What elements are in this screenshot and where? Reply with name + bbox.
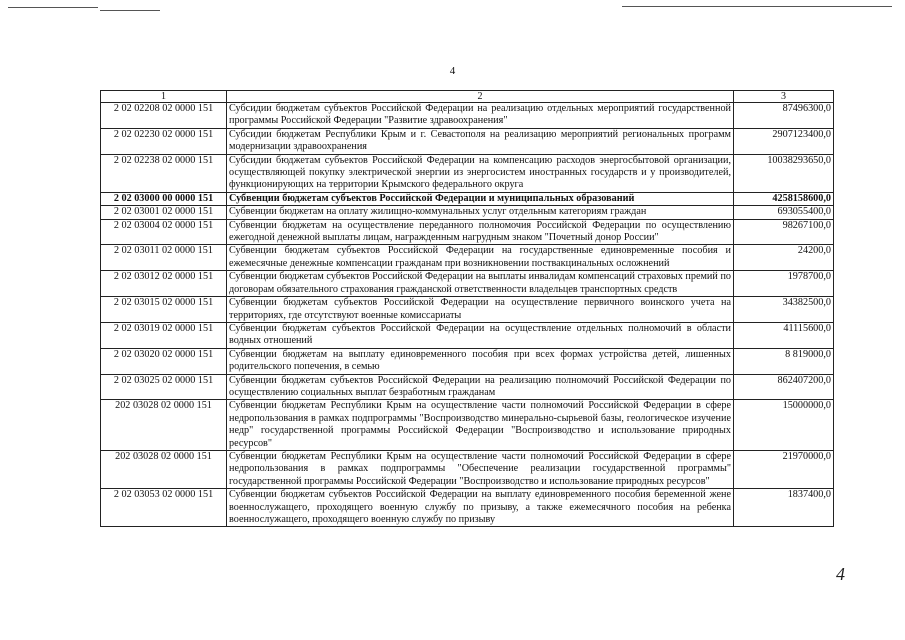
table-row — [101, 297, 834, 323]
row-code-cell: 2 02 03001 02 0000 151 — [101, 206, 227, 219]
table-row — [101, 128, 834, 154]
scan-artifact-line — [100, 10, 160, 11]
row-amount-cell: 21970000,0 — [734, 450, 834, 488]
row-amount-cell: 8 819000,0 — [734, 348, 834, 374]
table-row — [101, 489, 834, 527]
row-amount-cell: 4258158600,0 — [734, 192, 834, 205]
row-description-cell: Субвенции бюджетам субъектов Российской Федерации на выплаты инвалидам компенсаций страховых премий по договорам обязательного страхования гражданской ответственности владельцев транспортных средств — [227, 271, 734, 297]
budget-table — [100, 90, 834, 527]
table-row — [101, 348, 834, 374]
row-amount-cell: 15000000,0 — [734, 400, 834, 451]
row-amount-cell: 10038293650,0 — [734, 154, 834, 192]
row-description-cell: Субвенции бюджетам Республики Крым на осуществление части полномочий Российской Федерации в сфере недропользования в рамках подпрограммы "Воспроизводство минерально-сырьевой базы, геологическое изучение недр" государственной программы Российской Федерации "Воспроизводство и использование природных ресурсов" — [227, 400, 734, 451]
row-amount-cell: 1837400,0 — [734, 489, 834, 527]
table-header-row — [101, 91, 834, 103]
row-code-cell: 2 02 03012 02 0000 151 — [101, 271, 227, 297]
row-description-cell: Субвенции бюджетам субъектов Российской Федерации на государственные единовременные пособия и ежемесячные денежные компенсации гражданам при возникновении поствакцинальных осложнений — [227, 245, 734, 271]
scan-artifact-line — [622, 6, 892, 7]
row-code-cell: 2 02 02208 02 0000 151 — [101, 103, 227, 129]
row-amount-cell: 87496300,0 — [734, 103, 834, 129]
row-code-cell: 2 02 03019 02 0000 151 — [101, 322, 227, 348]
row-code-cell: 202 03028 02 0000 151 — [101, 450, 227, 488]
row-description-cell: Субвенции бюджетам субъектов Российской Федерации на осуществление отдельных полномочий в области водных отношений — [227, 322, 734, 348]
row-description-cell: Субвенции бюджетам Республики Крым на осуществление части полномочий Российской Федерации в сфере недропользования в рамках подпрограммы "Обеспечение реализации государственной программы" государственной программы Российской Федерации "Воспроизводство и использование природных ресурсов" — [227, 450, 734, 488]
table-row — [101, 400, 834, 451]
table-row — [101, 271, 834, 297]
header-cell-amount: 3 — [734, 91, 834, 103]
row-code-cell: 2 02 03053 02 0000 151 — [101, 489, 227, 527]
row-amount-cell: 693055400,0 — [734, 206, 834, 219]
row-description-cell: Субвенции бюджетам субъектов Российской Федерации на выплату единовременного пособия беременной жене военнослужащего, проходящего военную службу по призыву, а также ежемесячного пособия на ребенка военнослужащего, проходящего военную службу по призыву — [227, 489, 734, 527]
row-code-cell: 2 02 03000 00 0000 151 — [101, 192, 227, 205]
row-amount-cell: 34382500,0 — [734, 297, 834, 323]
row-code-cell: 2 02 02238 02 0000 151 — [101, 154, 227, 192]
table-row — [101, 154, 834, 192]
row-amount-cell: 41115600,0 — [734, 322, 834, 348]
row-amount-cell: 862407200,0 — [734, 374, 834, 400]
row-description-cell: Субсидии бюджетам субъектов Российской Федерации на компенсацию расходов энергосбытовой организации, осуществляющей покупку электрической энергии из энергосистем иностранных государств и у производителей, функционирующих на территории Крымского федерального округа — [227, 154, 734, 192]
row-description-cell: Субвенции бюджетам субъектов Российской Федерации и муниципальных образований — [227, 192, 734, 205]
table-row — [101, 450, 834, 488]
row-description-cell: Субсидии бюджетам Республики Крым и г. Севастополя на реализацию мероприятий региональных программ модернизации здравоохранения — [227, 128, 734, 154]
header-cell-code: 1 — [101, 91, 227, 103]
row-amount-cell: 24200,0 — [734, 245, 834, 271]
row-code-cell: 2 02 03025 02 0000 151 — [101, 374, 227, 400]
row-description-cell: Субвенции бюджетам на оплату жилищно-коммунальных услуг отдельным категориям граждан — [227, 206, 734, 219]
row-code-cell: 2 02 03015 02 0000 151 — [101, 297, 227, 323]
row-code-cell: 2 02 03004 02 0000 151 — [101, 219, 227, 245]
row-description-cell: Субвенции бюджетам на выплату единовременного пособия при всех формах устройства детей, лишенных родительского попечения, в семью — [227, 348, 734, 374]
row-code-cell: 2 02 03011 02 0000 151 — [101, 245, 227, 271]
scan-artifact-line — [8, 7, 98, 8]
table-row — [101, 103, 834, 129]
table-row — [101, 206, 834, 219]
row-description-cell: Субвенции бюджетам на осуществление переданного полномочия Российской Федерации по осуществлению ежегодной денежной выплаты лицам, награжденным нагрудным знаком "Почетный донор России" — [227, 219, 734, 245]
row-amount-cell: 2907123400,0 — [734, 128, 834, 154]
row-description-cell: Субвенции бюджетам субъектов Российской Федерации на реализацию полномочий Российской Федерации по осуществлению социальных выплат безработным гражданам — [227, 374, 734, 400]
table-row — [101, 219, 834, 245]
table-row — [101, 245, 834, 271]
row-code-cell: 2 02 03020 02 0000 151 — [101, 348, 227, 374]
page-number: 4 — [449, 65, 456, 77]
handwritten-page-mark: 4 — [836, 564, 845, 584]
table-row — [101, 192, 834, 205]
row-description-cell: Субвенции бюджетам субъектов Российской Федерации на осуществление первичного воинского учета на территориях, где отсутствуют военные комиссариаты — [227, 297, 734, 323]
row-code-cell: 2 02 02230 02 0000 151 — [101, 128, 227, 154]
row-code-cell: 202 03028 02 0000 151 — [101, 400, 227, 451]
header-cell-description: 2 — [227, 91, 734, 103]
table-row — [101, 322, 834, 348]
table-row — [101, 374, 834, 400]
row-amount-cell: 98267100,0 — [734, 219, 834, 245]
row-description-cell: Субсидии бюджетам субъектов Российской Федерации на реализацию отдельных мероприятий государственной программы Российской Федерации "Развитие здравоохранения" — [227, 103, 734, 129]
row-amount-cell: 1978700,0 — [734, 271, 834, 297]
